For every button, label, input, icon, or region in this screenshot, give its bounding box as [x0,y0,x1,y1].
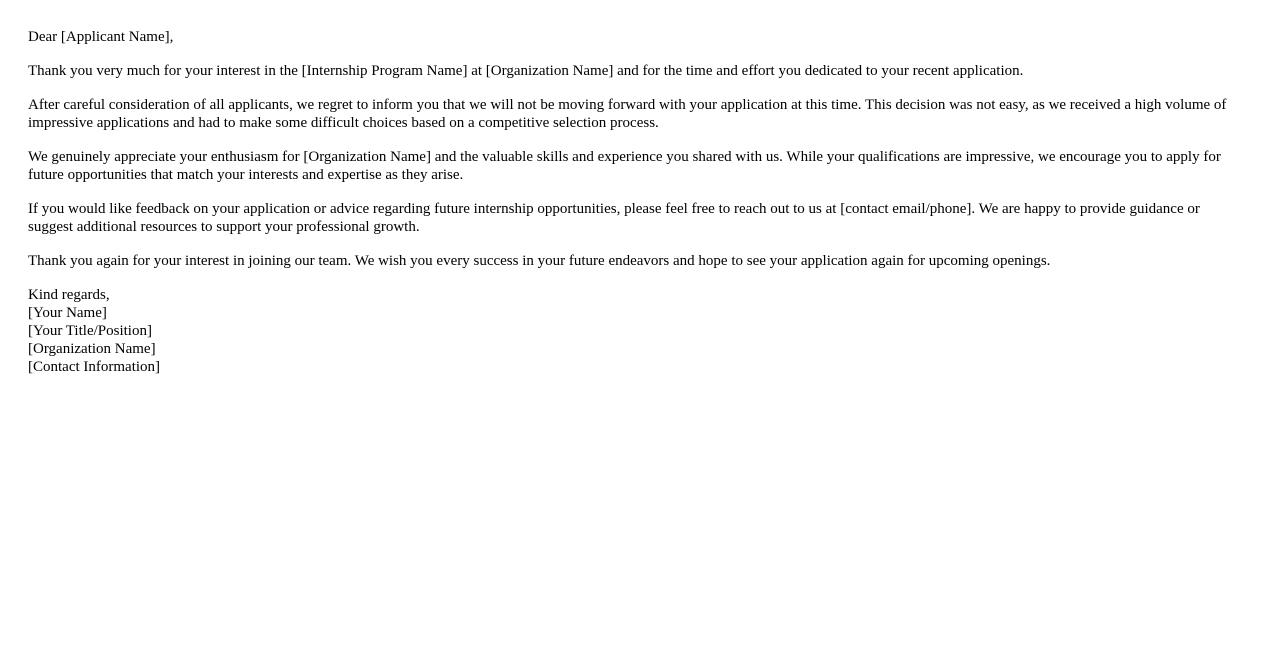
signer-contact: [Contact Information] [28,359,161,375]
paragraph-decision: After careful consideration of all applicants, we regret to inform you that we will not be moving forward with your application at this time. This decision was not easy, as we received a high volume of impressive applications and had to make some difficult choices based on a competitive selection process. [28,97,1227,131]
signer-title: [Your Title/Position] [28,323,152,339]
paragraph-closing-wishes: Thank you again for your interest in joining our team. We wish you every success in your future endeavors and hope to see your application again for upcoming openings. [28,253,1051,269]
closing-line: Kind regards, [28,287,110,303]
paragraph-appreciation: We genuinely appreciate your enthusiasm for [Organization Name] and the valuable skills and experience you shared with us. While your qualifications are impressive, we encourage you to apply for future opportunities that match your interests and expertise as they arise. [28,149,1221,183]
signer-name: [Your Name] [28,305,107,321]
paragraph-thanks: Thank you very much for your interest in the [Internship Program Name] at [Organization Name] and for the time and effort you dedicated to your recent application. [28,63,1024,79]
greeting: Dear [Applicant Name], [28,29,174,45]
signer-organization: [Organization Name] [28,341,156,357]
letter-body [28,28,1246,376]
signature-block [28,286,1246,376]
paragraph-feedback: If you would like feedback on your application or advice regarding future internship opportunities, please feel free to reach out to us at [contact email/phone]. We are happy to provide guidance or suggest additional resources to support your professional growth. [28,201,1200,235]
